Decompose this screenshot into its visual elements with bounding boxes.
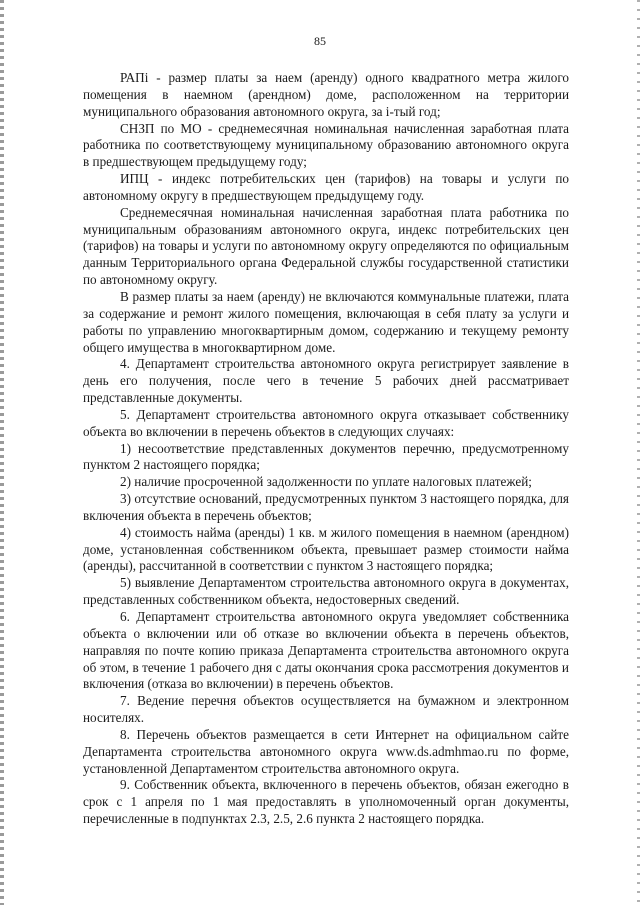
paragraph-statistics-source: Среднемесячная номинальная начисленная заработная плата работника по муниципальным образованиям автономного округа, индекс потребительских цен (тарифов) на товары и услуги по автономному округу определяются по официальным данным Территориального органа Федеральной службы государственной статистики по автономному округу.: [83, 204, 569, 288]
paragraph-rap-definition: РАПi - размер платы за наем (аренду) одного квадратного метра жилого помещения в наемном (арендном) доме, расположенном на территории муниципального образования автономного округа, за i-тый год;: [83, 70, 569, 119]
paragraph-item-4: 4. Департамент строительства автономного округа регистрирует заявление в день его получения, после чего в течение 5 рабочих дней рассматривает представленные документы.: [83, 356, 569, 406]
scan-edge-left: [0, 0, 4, 905]
paragraph-item-5-3: 3) отсутствие оснований, предусмотренных пунктом 3 настоящего порядка, для включения объекта в перечень объектов;: [83, 491, 569, 523]
paragraph-item-5-1: 1) несоответствие представленных документов перечню, предусмотренному пунктом 2 настоящего порядка;: [83, 440, 569, 473]
paragraph-item-5-5: 5) выявление Департаментом строительства автономного округа в документах, представленных собственником объекта, недостоверных сведений.: [83, 575, 569, 608]
paragraph-utilities-exclusion: В размер платы за наем (аренду) не включаются коммунальные платежи, плата за содержание и ремонт жилого помещения, включающая в себя плату за услуги и работы по управлению многоквартирным домом, содержанию и текущему ремонту общего имущества в многоквартирном доме.: [83, 288, 569, 355]
document-body: [83, 70, 569, 828]
paragraph-item-7: 7. Ведение перечня объектов осуществляется на бумажном и электронном носителях.: [83, 693, 569, 726]
paragraph-item-5-4: 4) стоимость найма (аренды) 1 кв. м жилого помещения в наемном (арендном) доме, установленная собственником объекта, превышает размер стоимости найма (аренды), рассчитанной в соответствии с пунктом 3 настоящего порядка;: [83, 524, 569, 574]
page-number: 85: [314, 34, 326, 48]
paragraph-item-6: 6. Департамент строительства автономного округа уведомляет собственника объекта о включении или об отказе во включении объекта в перечень объектов, направляя по почте копию приказа Департамента строительства автономного округа об этом, в течение 1 рабочего дня с даты окончания срока рассмотрения документов и включения (отказа во включении) в перечень объектов.: [83, 609, 569, 692]
paragraph-item-9: 9. Собственник объекта, включенного в перечень объектов, обязан ежегодно в срок с 1 апреля по 1 мая предоставлять в уполномоченный орган документы, перечисленные в подпунктах 2.3, 2.5, 2.6 пункта 2 настоящего порядка.: [83, 777, 569, 827]
paragraph-ipc-definition: ИПЦ - индекс потребительских цен (тарифов) на товары и услуги по автономному округу в предшествующем предыдущему году.: [83, 171, 569, 203]
paragraph-snzp-definition: СНЗП по МО - среднемесячная номинальная начисленная заработная плата работника по соответствующему муниципальному образованию автономного округа в предшествующем предыдущему году;: [83, 120, 569, 170]
paragraph-item-8: 8. Перечень объектов размещается в сети Интернет на официальном сайте Департамента строительства автономного округа www.ds.admhmao.ru по форме, установленной Департаментом строительства автономного округа.: [83, 726, 569, 776]
paragraph-item-5: 5. Департамент строительства автономного округа отказывает собственнику объекта во включении в перечень объектов в следующих случаях:: [83, 406, 569, 439]
paragraph-item-5-2: 2) наличие просроченной задолженности по уплате налоговых платежей;: [120, 474, 532, 490]
